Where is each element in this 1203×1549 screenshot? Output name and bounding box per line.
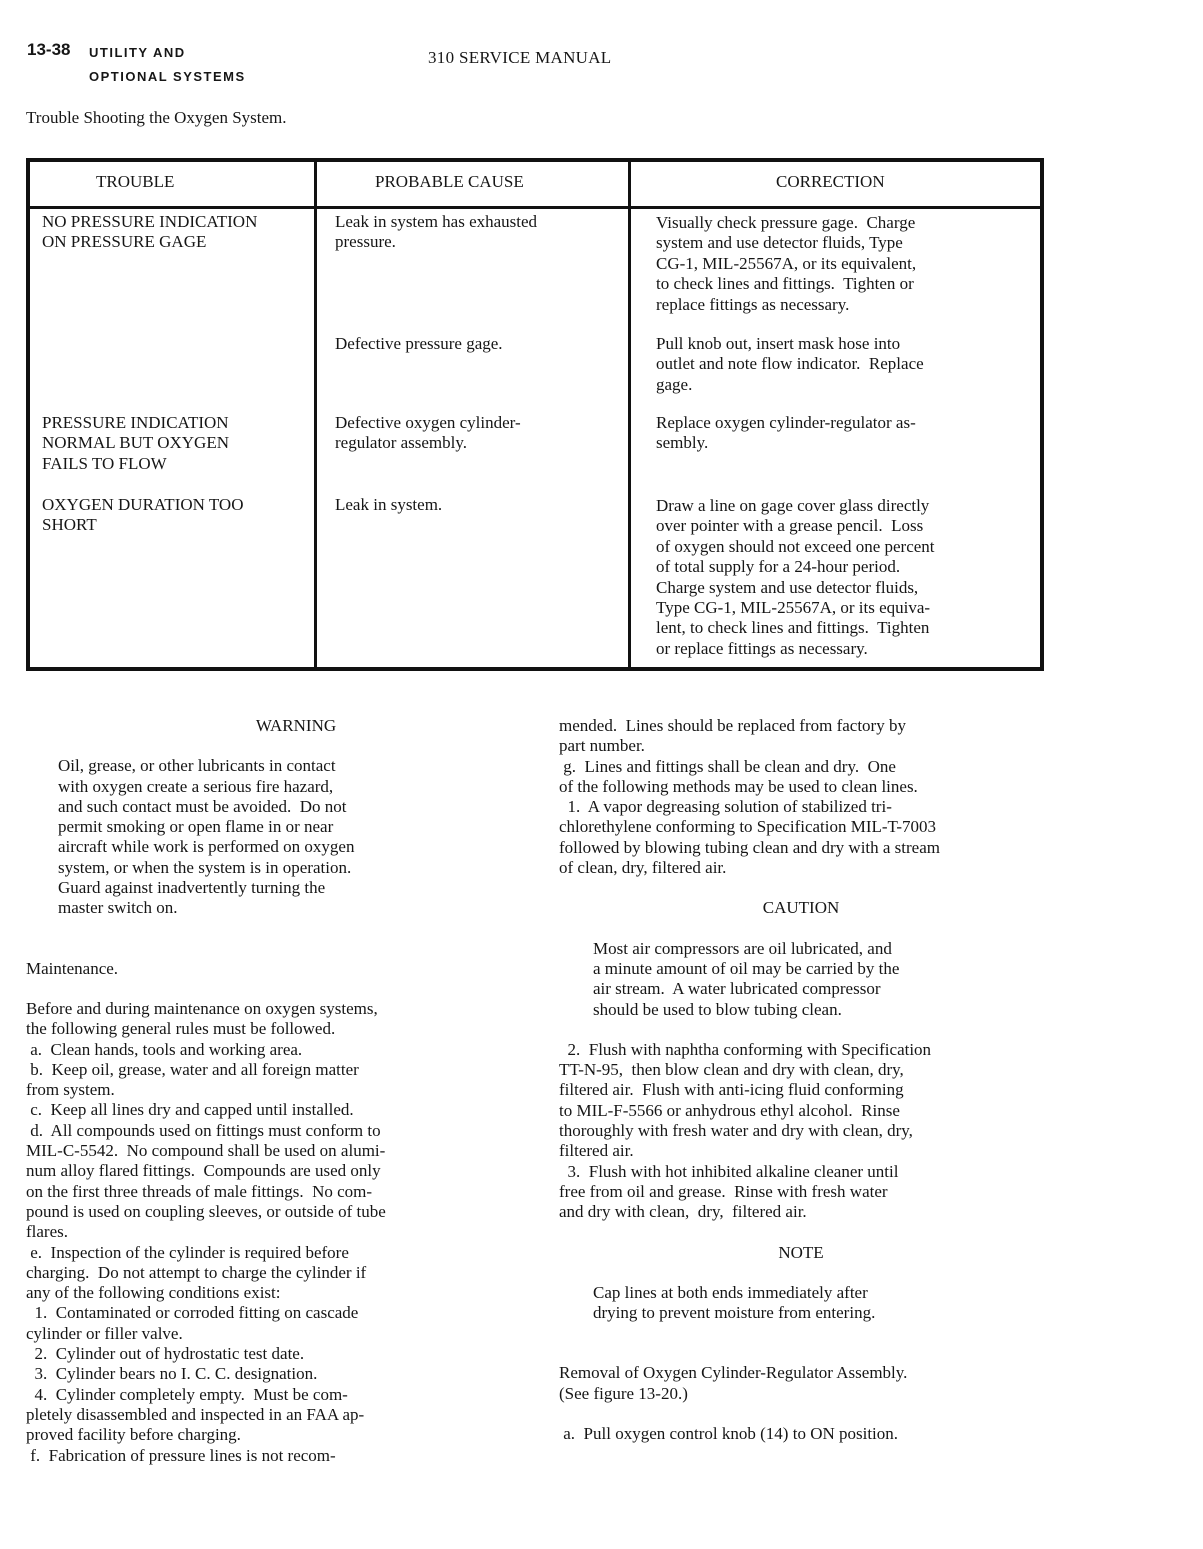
- troubleshooting-table: [26, 158, 1044, 671]
- body-line: c. Keep all lines dry and capped until installed.: [26, 1100, 354, 1120]
- body-line: thoroughly with fresh water and dry with clean, dry,: [559, 1121, 913, 1141]
- body-line: 3. Cylinder bears no I. C. C. designation.: [26, 1364, 318, 1384]
- body-line: filtered air.: [559, 1141, 634, 1161]
- maintenance-body: [26, 999, 526, 1466]
- page-number: 13-38: [27, 40, 71, 59]
- body-line: to MIL-F-5566 or anhydrous ethyl alcohol. Rinse: [559, 1100, 900, 1120]
- body-line: f. Fabrication of pressure lines is not recom-: [26, 1445, 336, 1465]
- manual-title: 310 SERVICE MANUAL: [428, 48, 612, 67]
- body-line: 1. Contaminated or corroded fitting on cascade: [26, 1303, 359, 1323]
- header-correction: CORRECTION: [776, 172, 885, 191]
- body-line: and dry with clean, dry, filtered air.: [559, 1202, 807, 1222]
- removal-step-a: a. Pull oxygen control knob (14) to ON position.: [559, 1424, 899, 1444]
- body-line: cylinder or filler valve.: [26, 1323, 183, 1343]
- row3-cause: Leak in system.: [335, 495, 443, 514]
- body-line: pound is used on coupling sleeves, or outside of tube: [26, 1201, 386, 1221]
- body-line: chlorethylene conforming to Specification MIL-T-7003: [559, 817, 937, 837]
- body-line: num alloy flared fittings. Compounds are used only: [26, 1161, 381, 1181]
- removal-line: (See figure 13-20.): [559, 1383, 688, 1403]
- table-divider: [628, 162, 631, 667]
- body-line: 3. Flush with hot inhibited alkaline cleaner until: [559, 1161, 899, 1181]
- left-column: [26, 716, 526, 1466]
- removal-line: Removal of Oxygen Cylinder-Regulator Assembly.: [559, 1363, 908, 1383]
- body-line: d. All compounds used on fittings must conform to: [26, 1120, 381, 1140]
- body-line: from system.: [26, 1080, 115, 1100]
- body-line: Before and during maintenance on oxygen systems,: [26, 998, 378, 1018]
- section-title-line2: OPTIONAL SYSTEMS: [89, 69, 246, 84]
- body-line: b. Keep oil, grease, water and all foreign matter: [26, 1059, 359, 1079]
- body-line: of clean, dry, filtered air.: [559, 858, 727, 878]
- caution-line: air stream. A water lubricated compressor: [593, 979, 881, 999]
- section-title-line1: UTILITY AND: [89, 45, 186, 60]
- body-line: MIL-C-5542. No compound shall be used on alumi-: [26, 1141, 386, 1161]
- caution-line: a minute amount of oil may be carried by the: [593, 958, 900, 978]
- body-line: g. Lines and fittings shall be clean and dry. One: [559, 756, 896, 776]
- warning-block: [26, 756, 526, 918]
- body-line: followed by blowing tubing clean and dry with a stream: [559, 837, 940, 857]
- maintenance-heading: Maintenance.: [26, 958, 119, 978]
- warning-line: Oil, grease, or other lubricants in contact: [58, 756, 336, 776]
- body-line: of the following methods may be used to clean lines.: [559, 776, 918, 796]
- right-column: [559, 716, 1059, 1444]
- caution-block: [559, 939, 1059, 1020]
- body-line: mended. Lines should be replaced from factory by: [559, 716, 906, 735]
- troubleshooting-heading: Trouble Shooting the Oxygen System.: [26, 108, 287, 127]
- body-line: TT-N-95, then blow clean and dry with clean, dry,: [559, 1060, 904, 1080]
- body-line: 4. Cylinder completely empty. Must be com-: [26, 1384, 348, 1404]
- warning-line: and such contact must be avoided. Do not: [58, 796, 347, 816]
- row2-cause: Defective oxygen cylinder- regulator assembly.: [335, 413, 521, 453]
- row3-trouble: OXYGEN DURATION TOO SHORT: [42, 495, 244, 535]
- body-line: 1. A vapor degreasing solution of stabilized tri-: [559, 797, 892, 817]
- table-divider: [314, 162, 317, 667]
- row1-cause2: Defective pressure gage.: [335, 334, 503, 353]
- body-line: part number.: [559, 736, 645, 756]
- caution-line: should be used to blow tubing clean.: [593, 999, 842, 1019]
- note-line: Cap lines at both ends immediately after: [593, 1282, 868, 1302]
- warning-line: aircraft while work is performed on oxygen: [58, 837, 355, 857]
- caution-title: CAUTION: [762, 898, 840, 918]
- cleaning-steps: [559, 1040, 1059, 1223]
- body-line: the following general rules must be followed.: [26, 1019, 336, 1039]
- body-line: a. Clean hands, tools and working area.: [26, 1039, 303, 1059]
- warning-title: WARNING: [255, 716, 337, 735]
- body-line: charging. Do not attempt to charge the cylinder if: [26, 1262, 367, 1282]
- body-line: flares.: [26, 1222, 69, 1242]
- note-title: NOTE: [778, 1242, 824, 1262]
- header-probable-cause: PROBABLE CAUSE: [375, 172, 524, 191]
- body-line: free from oil and grease. Rinse with fresh water: [559, 1181, 888, 1201]
- row1-correction1: Visually check pressure gage. Charge system and use detector fluids, Type CG-1, MIL-25567A, or its equivalent, to check lines and fittings. Tighten or replace fittings as necessary.: [656, 213, 917, 314]
- table-header-rule: [30, 206, 1040, 209]
- row1-cause1: Leak in system has exhausted pressure.: [335, 212, 538, 252]
- warning-line: permit smoking or open flame in or near: [58, 817, 334, 837]
- body-line: proved facility before charging.: [26, 1425, 241, 1445]
- row2-trouble: PRESSURE INDICATION NORMAL BUT OXYGEN FAILS TO FLOW: [42, 413, 229, 473]
- warning-line: with oxygen create a serious fire hazard,: [58, 776, 334, 796]
- body-line: 2. Cylinder out of hydrostatic test date.: [26, 1344, 305, 1364]
- row3-correction: Draw a line on gage cover glass directly over pointer with a grease pencil. Loss of oxygen should not exceed one percent of total supply for a 24-hour period. Charge system and use detector fluids, Type CG-1, MIL-25567A, or its equiva- lent, to check lines and fittings. Tighten or replace fittings as necessary.: [656, 496, 935, 658]
- header-trouble: TROUBLE: [96, 172, 175, 191]
- warning-line: master switch on.: [58, 898, 178, 918]
- body-line: 2. Flush with naphtha conforming with Specification: [559, 1039, 932, 1059]
- warning-line: Guard against inadvertently turning the: [58, 878, 326, 898]
- row2-correction: Replace oxygen cylinder-regulator as- sembly.: [656, 413, 916, 453]
- body-line: e. Inspection of the cylinder is required before: [26, 1242, 349, 1262]
- note-line: drying to prevent moisture from entering.: [593, 1303, 876, 1323]
- body-line: any of the following conditions exist:: [26, 1283, 281, 1303]
- row1-trouble: NO PRESSURE INDICATION ON PRESSURE GAGE: [42, 212, 258, 252]
- row1-correction2: Pull knob out, insert mask hose into outlet and note flow indicator. Replace gage.: [656, 334, 924, 394]
- removal-heading: [559, 1363, 1059, 1404]
- note-block: [559, 1283, 1059, 1324]
- body-line: on the first three threads of male fittings. No com-: [26, 1181, 373, 1201]
- body-line: pletely disassembled and inspected in an FAA ap-: [26, 1404, 365, 1424]
- body-line: filtered air. Flush with anti-icing fluid conforming: [559, 1080, 904, 1100]
- caution-line: Most air compressors are oil lubricated, and: [593, 938, 892, 958]
- warning-line: system, or when the system is in operation.: [58, 857, 352, 877]
